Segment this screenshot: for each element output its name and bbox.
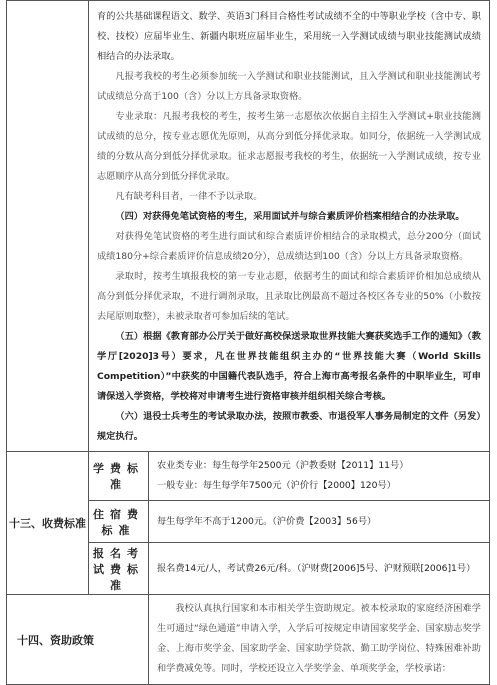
admission-paragraph: （五）根据《教育部办公厅关于做好高校保送录取世界技能大赛获奖选手工作的通知》（教学厅[2020]3号）要求，凡在世界技能组织主办的“世界技能大赛（World Skills Competition）”中获奖的中国籍代表队选手，符合上海市高考报名条件的中职毕业生，可申请保送入学资格，学校将对申请考生进行资格审核并组织相关综合考核。 — [97, 331, 481, 402]
accommodation-label: 住宿费标准 — [93, 507, 144, 537]
accommodation-line: 每生每学年不高于1200元。（沪价费【2003】56号） — [157, 515, 377, 527]
admission-rules-label-cell — [7, 1, 89, 452]
exam-fee-label-cell — [89, 543, 149, 595]
fees-section-label: 十三、收费标准 — [9, 517, 86, 530]
fees-section-label-cell — [7, 452, 89, 595]
admission-paragraph: 专业录取：凡报考我校的考生，按考生第一志愿依次依据自主招生入学测试+职业技能测试成绩的总分，按专业志愿优先原则，从高分到低分择优录取。如同分，依据统一入学测试成绩的分数从高分到低分择优录取。征求志愿报考我校的考生，依据统一入学测试成绩，按专业志愿顺序从高分到低分择优录取。 — [97, 111, 481, 182]
exam-fee-value-cell — [149, 543, 490, 595]
accommodation-value-cell — [149, 501, 490, 543]
exam-fee-line: 报名费14元/人，考试费26元/科。（沪财费[2006]5号、沪财预联[2006]1号） — [157, 562, 476, 574]
accommodation-label-cell — [89, 501, 149, 543]
tuition-label-cell — [89, 452, 149, 501]
admission-paragraph: （六）退役士兵考生的考试录取办法，按照市教委、市退役军人事务局制定的文件（另发）规定执行。 — [97, 411, 481, 442]
tuition-lines — [149, 452, 489, 500]
tuition-line: 一般专业：每生每学年7500元（沪价行【2000】120号） — [157, 480, 396, 491]
admission-paragraph: 凡报考我校的考生必须参加统一入学测试和职业技能测试，且入学测试和职业技能测试考试成绩总分高于100（含）分以上方具备录取资格。 — [97, 71, 481, 102]
policy-table — [6, 0, 490, 685]
admission-rules-content-cell — [89, 1, 490, 452]
exam-fee-label: 报名考试费标准 — [93, 546, 144, 592]
tuition-value-cell — [149, 452, 490, 501]
aid-section-label-cell — [7, 595, 149, 685]
admission-paragraph: （四）对获得免笔试资格的考生，采用面试并与综合素质评价档案相结合的办法录取。 — [115, 211, 465, 222]
admission-rules-row — [7, 1, 490, 452]
tuition-label: 学费标准 — [93, 462, 144, 491]
aid-text: 我校认真执行国家和本市相关学生资助规定。被本校录取的家庭经济困难学生可通过“绿色通道”申请入学，入学后可按规定申请国家奖学金、国家励志奖学金、上海市奖学金、国家助学金、国家助学贷款、勤工助学岗位、特殊困难补助和学费减免等。同时，学校还设立入学奖学金、单项奖学金，学校承诺： — [157, 603, 481, 674]
aid-row — [7, 595, 490, 685]
admission-paragraph: 对获得免笔试资格的考生进行面试和综合素质评价相结合的录取模式，总分200分（面试成绩180分+综合素质评价信息成绩20分），总成绩达到100（含）分以上方具备录取资格。 — [97, 231, 481, 262]
tuition-line: 农业类专业：每生每学年2500元（沪教委财【2011】11号） — [157, 460, 409, 471]
admission-rules-text — [89, 1, 489, 451]
admission-paragraph: 录取时，按考生填报我校的第一专业志愿，依据考生的面试和综合素质评价相加总成绩从高分到低分择优录取，不进行调剂录取，且录取比例最高不超过各校区各专业的50%（小数按去尾原则取整），未被录取者可参加后续的笔试。 — [97, 271, 481, 322]
admission-paragraph: 育的公共基础课程语文、数学、英语3门科目合格性考试成绩不全的中等职业学校（含中专、职校、技校）应届毕业生、新疆内职班应届毕业生，采用统一入学测试成绩与职业技能测试成绩相结合的办法录取。 — [97, 11, 481, 62]
admission-paragraph: 凡有缺考科目者，一律不予以录取。 — [115, 191, 263, 202]
aid-section-label: 十四、资助政策 — [17, 633, 94, 647]
fee-row-tuition — [7, 452, 490, 501]
aid-value-cell — [149, 595, 490, 685]
